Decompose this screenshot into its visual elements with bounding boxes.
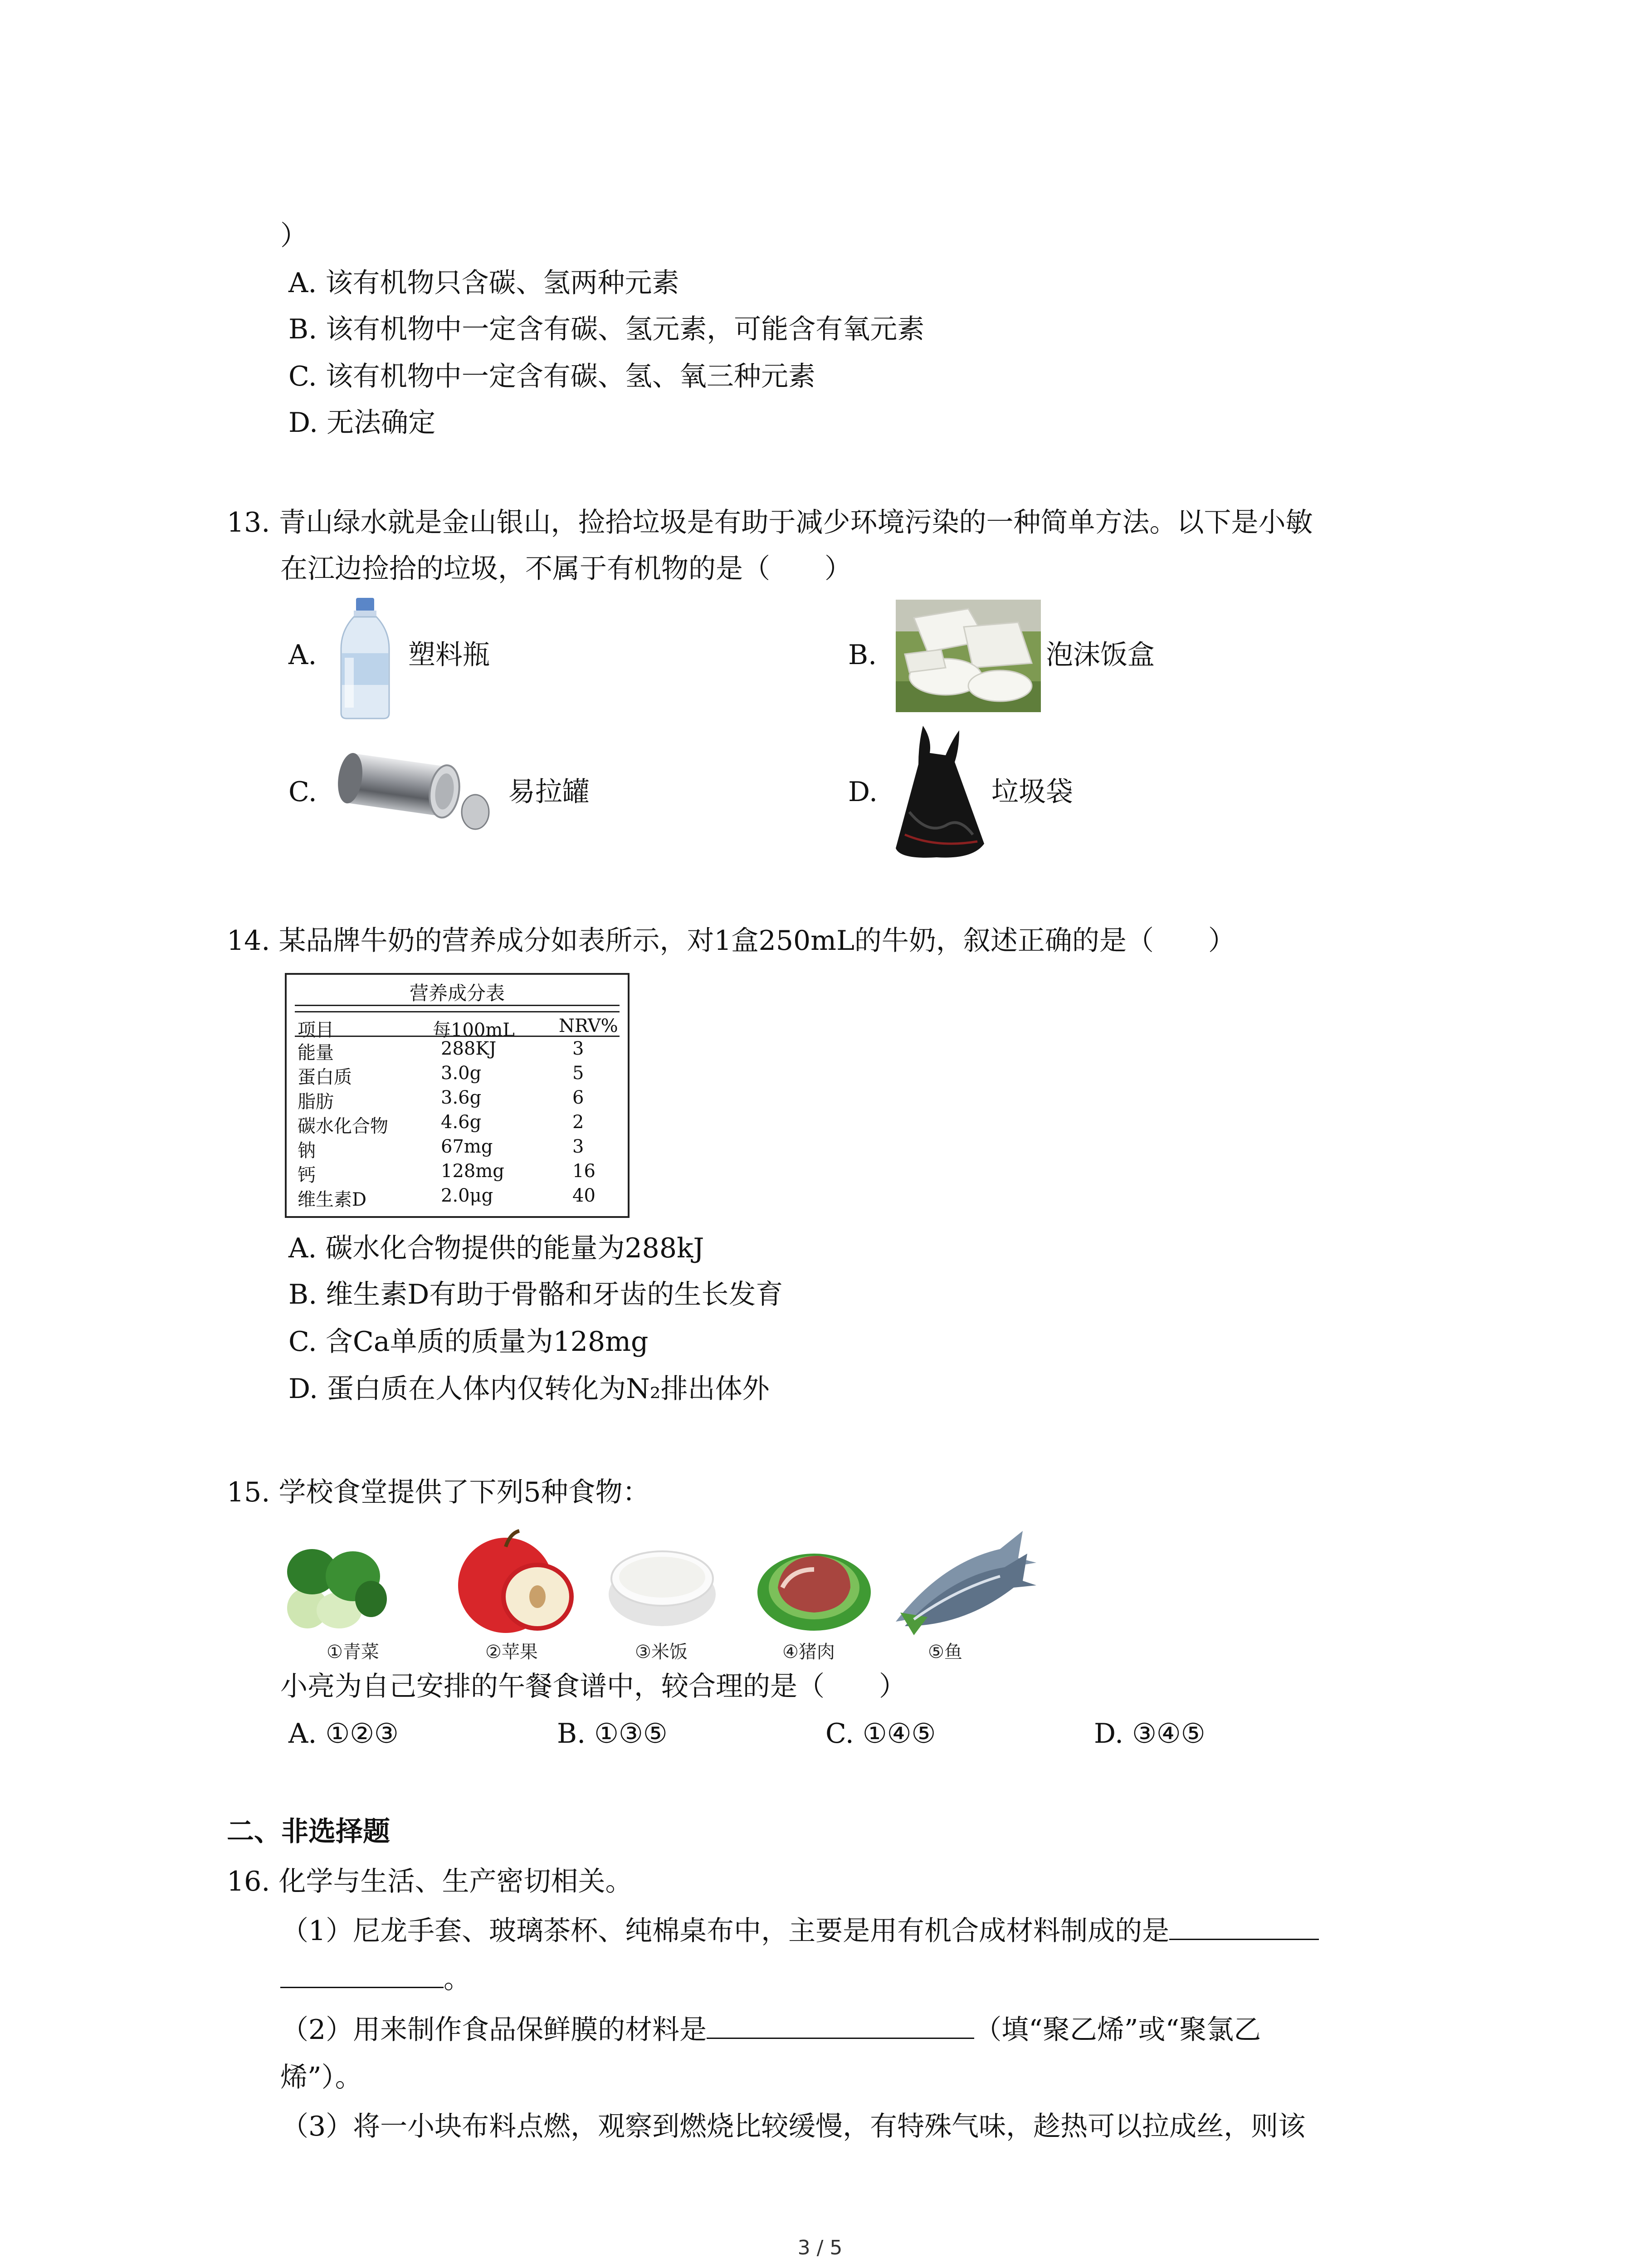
pork-image	[755, 1524, 873, 1637]
table-row-label: 碳水化合物	[298, 1116, 388, 1137]
q15-option-a: A. ①②③	[288, 1718, 399, 1750]
q16-part2-hint: （填“聚乙烯”或“聚氯乙	[974, 2014, 1261, 2046]
table-row-nrv: 6	[572, 1087, 584, 1108]
answer-blank[interactable]	[707, 2011, 974, 2039]
q12-option-d: D. 无法确定	[288, 407, 436, 439]
q13-option-c-label: 易拉罐	[508, 776, 590, 808]
table-row-nrv: 40	[572, 1185, 595, 1206]
q16-part2-text	[281, 2011, 1261, 2048]
q14-option-d: D. 蛋白质在人体内仅转化为N₂排出体外	[288, 1373, 770, 1405]
q12-option-c: C. 该有机物中一定含有碳、氢、氧三种元素	[288, 361, 815, 392]
table-row-nrv: 3	[572, 1038, 584, 1059]
table-row-label: 维生素D	[298, 1189, 367, 1210]
q14-option-b: B. 维生素D有助于骨骼和牙齿的生长发育	[288, 1279, 783, 1310]
garbage-bag-image	[891, 721, 986, 862]
q15-stem: 15. 学校食堂提供了下列5种食物：	[227, 1476, 650, 1508]
table-row-nrv: 16	[572, 1161, 595, 1182]
foam-lunchbox-image	[896, 600, 1041, 712]
table-row-nrv: 5	[572, 1063, 584, 1084]
table-header-nrv: NRV%	[559, 1016, 618, 1036]
q15-option-d: D. ③④⑤	[1094, 1718, 1206, 1750]
q13-option-b-letter: B.	[848, 639, 877, 671]
table-row-nrv: 3	[572, 1136, 584, 1157]
q16-part1-prompt: （1）尼龙手套、玻璃茶杯、纯棉桌布中，主要是用有机合成材料制成的是	[281, 1915, 1170, 1947]
nutrition-table-title: 营养成分表	[409, 982, 505, 1004]
fish-image	[887, 1522, 1041, 1640]
aluminum-can-image	[331, 744, 494, 835]
table-row-amount: 2.0μg	[441, 1185, 493, 1206]
q16-part1-text	[281, 1912, 1319, 1949]
rice-bowl-image	[605, 1535, 719, 1635]
table-divider	[295, 1011, 620, 1012]
q13-stem-line2: 在江边捡拾的垃圾，不属于有机物的是（ ）	[280, 553, 852, 585]
q15-option-c: C. ①④⑤	[825, 1718, 936, 1750]
table-row-label: 能量	[298, 1042, 334, 1063]
bok-choy-image	[280, 1540, 389, 1635]
table-row-label: 钠	[298, 1140, 316, 1161]
q13-option-a-letter: A.	[288, 639, 317, 671]
q16-part2-end: 烯”）。	[280, 2062, 362, 2093]
q16-stem: 16. 化学与生活、生产密切相关。	[227, 1866, 633, 1897]
table-header-per100ml: 每100mL	[433, 1020, 515, 1041]
q13-option-c-letter: C.	[288, 776, 317, 808]
q13-option-b-label: 泡沫饭盒	[1046, 639, 1155, 671]
section-heading: 二、非选择题	[227, 1816, 390, 1848]
table-row-amount: 3.0g	[441, 1063, 482, 1084]
apple-image	[447, 1529, 578, 1637]
food-caption-5: ⑤鱼	[928, 1642, 962, 1662]
q13-option-a-label: 塑料瓶	[408, 639, 490, 671]
food-caption-3: ③米饭	[635, 1642, 688, 1662]
q16-part1-period: 。	[444, 1963, 471, 1995]
food-caption-1: ①青菜	[327, 1642, 379, 1662]
page-number: 3 / 5	[797, 2236, 843, 2259]
food-caption-4: ④猪肉	[782, 1642, 835, 1662]
q13-option-d-letter: D.	[848, 776, 878, 808]
q14-option-c: C. 含Ca单质的质量为128mg	[288, 1326, 649, 1358]
table-row-amount: 4.6g	[441, 1112, 482, 1133]
answer-blank[interactable]	[280, 1960, 444, 1988]
q12-option-b: B. 该有机物中一定含有碳、氢元素，可能含有氧元素	[288, 313, 925, 345]
table-row-amount: 67mg	[441, 1136, 493, 1157]
table-row-label: 钙	[298, 1165, 316, 1186]
table-header-item: 项目	[298, 1020, 334, 1041]
q14-stem: 14. 某品牌牛奶的营养成分如表所示，对1盒250mL的牛奶，叙述正确的是（ ）	[227, 925, 1235, 957]
q15-question: 小亮为自己安排的午餐食谱中，较合理的是（ ）	[280, 1671, 906, 1702]
q12-continuation: ）	[280, 220, 308, 252]
q14-option-a: A. 碳水化合物提供的能量为288kJ	[288, 1232, 704, 1264]
answer-blank[interactable]	[1169, 1912, 1319, 1940]
q16-part1-end	[280, 1960, 471, 1997]
table-row-amount: 3.6g	[441, 1087, 482, 1108]
plastic-bottle-image	[331, 594, 399, 721]
nutrition-table	[285, 973, 630, 1218]
q16-part3-text: （3）将一小块布料点燃，观察到燃烧比较缓慢，有特殊气味，趁热可以拉成丝，则该	[281, 2111, 1306, 2142]
food-caption-2: ②苹果	[485, 1642, 538, 1662]
q13-stem-line1: 13. 青山绿水就是金山银山，捡拾垃圾是有助于减少环境污染的一种简单方法。以下是小敏	[227, 507, 1313, 538]
table-row-label: 蛋白质	[298, 1067, 352, 1088]
table-row-label: 脂肪	[298, 1091, 334, 1112]
table-row-amount: 128mg	[441, 1161, 504, 1182]
q12-option-a: A. 该有机物只含碳、氢两种元素	[288, 267, 679, 299]
q16-part2-prompt: （2）用来制作食品保鲜膜的材料是	[281, 2014, 707, 2046]
table-divider	[295, 1036, 620, 1037]
table-row-amount: 288KJ	[441, 1038, 497, 1059]
q13-option-d-label: 垃圾袋	[991, 776, 1073, 808]
table-divider	[295, 1005, 620, 1006]
q15-option-b: B. ①③⑤	[557, 1718, 668, 1750]
table-row-nrv: 2	[572, 1112, 584, 1133]
